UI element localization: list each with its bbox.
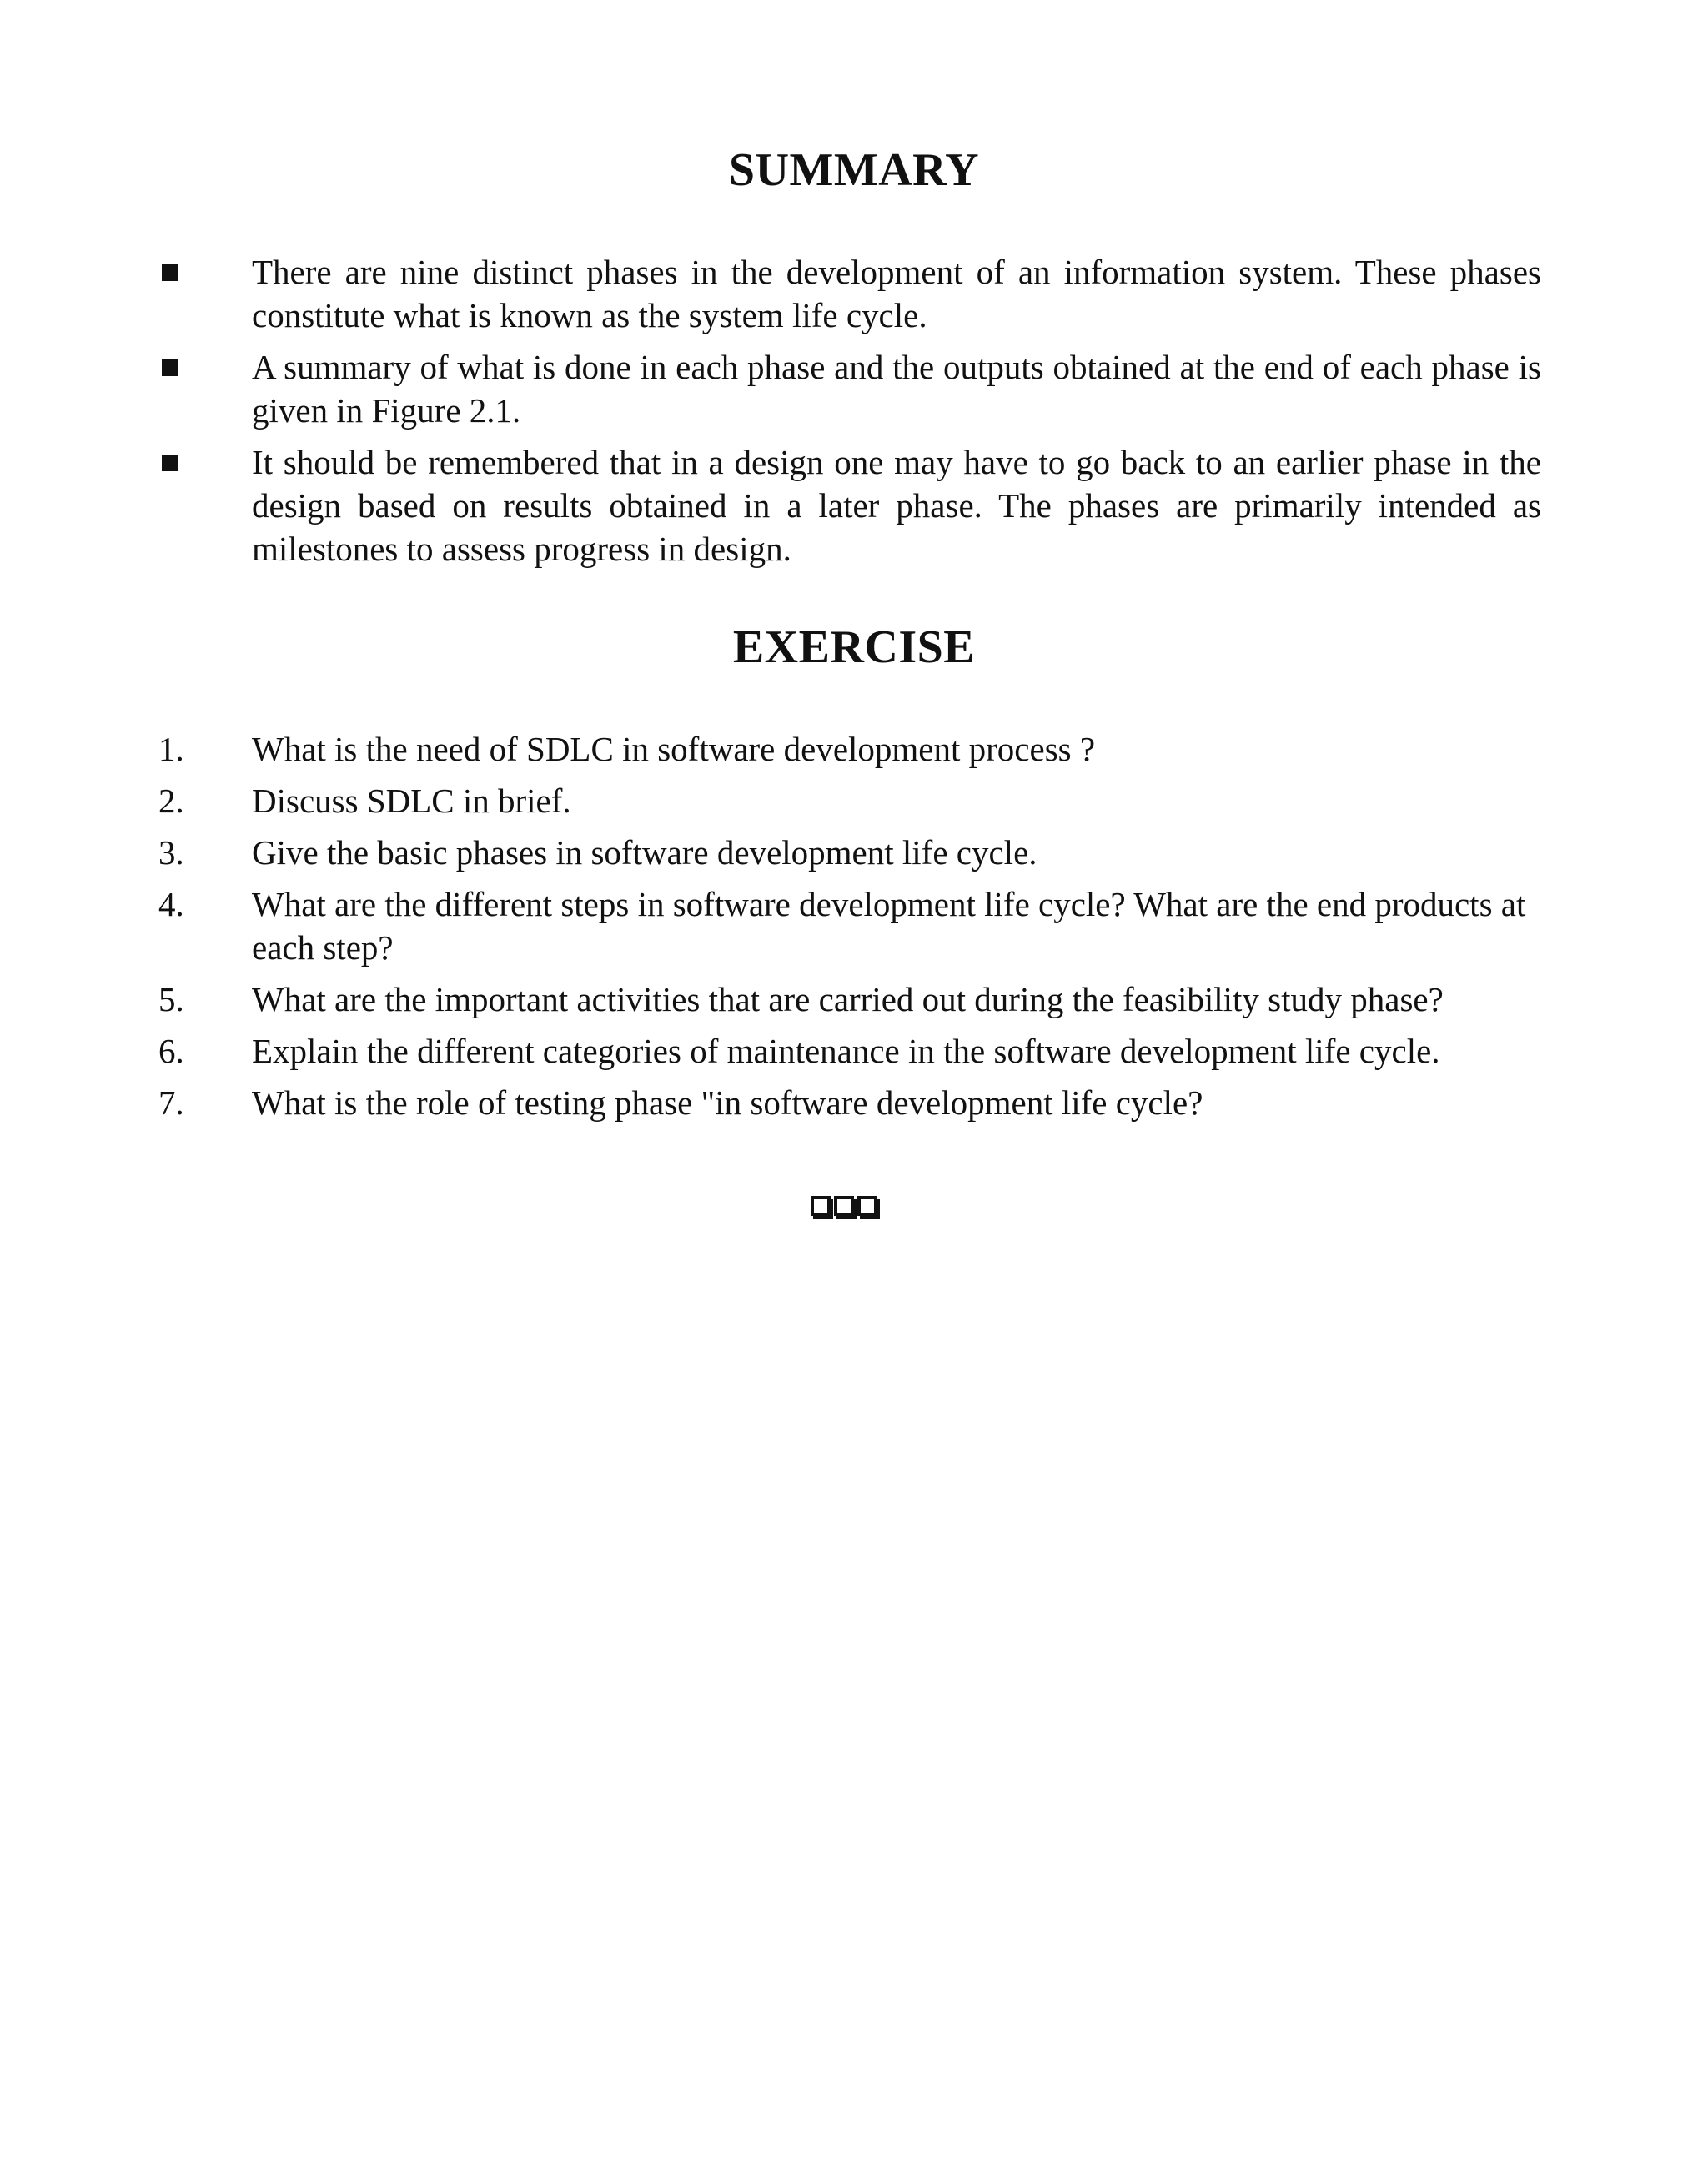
summary-item-text: It should be remembered that in a design one may have to go back to an earlier phase in the design based on results obtained in a later phase. The phases are primarily intended as milestones to assess progress in design.	[252, 443, 1541, 568]
summary-item-text: A summary of what is done in each phase and the outputs obtained at the end of each phase is given in Figure 2.1.	[252, 348, 1541, 430]
exercise-number: 1.	[158, 730, 184, 768]
exercise-item	[0, 882, 1541, 969]
square-bullet-icon	[162, 359, 178, 376]
square-bullet-icon	[162, 455, 178, 471]
summary-item	[0, 345, 1541, 432]
summary-list	[0, 250, 1708, 579]
exercise-number: 4.	[158, 885, 184, 923]
exercise-item	[0, 727, 1541, 771]
box-icon	[834, 1196, 854, 1216]
exercise-question: Give the basic phases in software development life cycle.	[252, 833, 1037, 872]
box-icon	[857, 1196, 877, 1216]
exercise-number: 5.	[158, 980, 184, 1018]
exercise-item	[0, 1081, 1541, 1124]
exercise-question: What are the important activities that are carried out during the feasibility study phase?	[252, 980, 1444, 1018]
box-icon	[811, 1196, 831, 1216]
exercise-question: What are the different steps in software development life cycle? What are the end products at each step?	[252, 885, 1526, 967]
summary-item-text: There are nine distinct phases in the development of an information system. These phases constitute what is known as the system life cycle.	[252, 253, 1541, 334]
exercise-question: What is the role of testing phase "in software development life cycle?	[252, 1083, 1203, 1122]
exercise-question: Explain the different categories of maintenance in the software development life cycle.	[252, 1032, 1440, 1070]
exercise-item	[0, 1029, 1541, 1073]
exercise-item	[0, 831, 1541, 874]
exercise-heading: EXERCISE	[732, 621, 976, 673]
exercise-question: Discuss SDLC in brief.	[252, 781, 571, 820]
exercise-number: 6.	[158, 1032, 184, 1070]
exercise-question: What is the need of SDLC in software development process ?	[252, 730, 1096, 768]
square-bullet-icon	[162, 264, 178, 281]
summary-item	[0, 440, 1541, 570]
exercise-item	[0, 977, 1541, 1021]
exercise-number: 3.	[158, 833, 184, 872]
summary-heading: SUMMARY	[728, 144, 980, 196]
exercise-number: 2.	[158, 781, 184, 820]
three-boxes-end-mark-icon	[811, 1196, 877, 1216]
exercise-list	[0, 727, 1708, 1133]
exercise-number: 7.	[158, 1083, 184, 1122]
summary-item	[0, 250, 1541, 337]
exercise-item	[0, 779, 1541, 822]
